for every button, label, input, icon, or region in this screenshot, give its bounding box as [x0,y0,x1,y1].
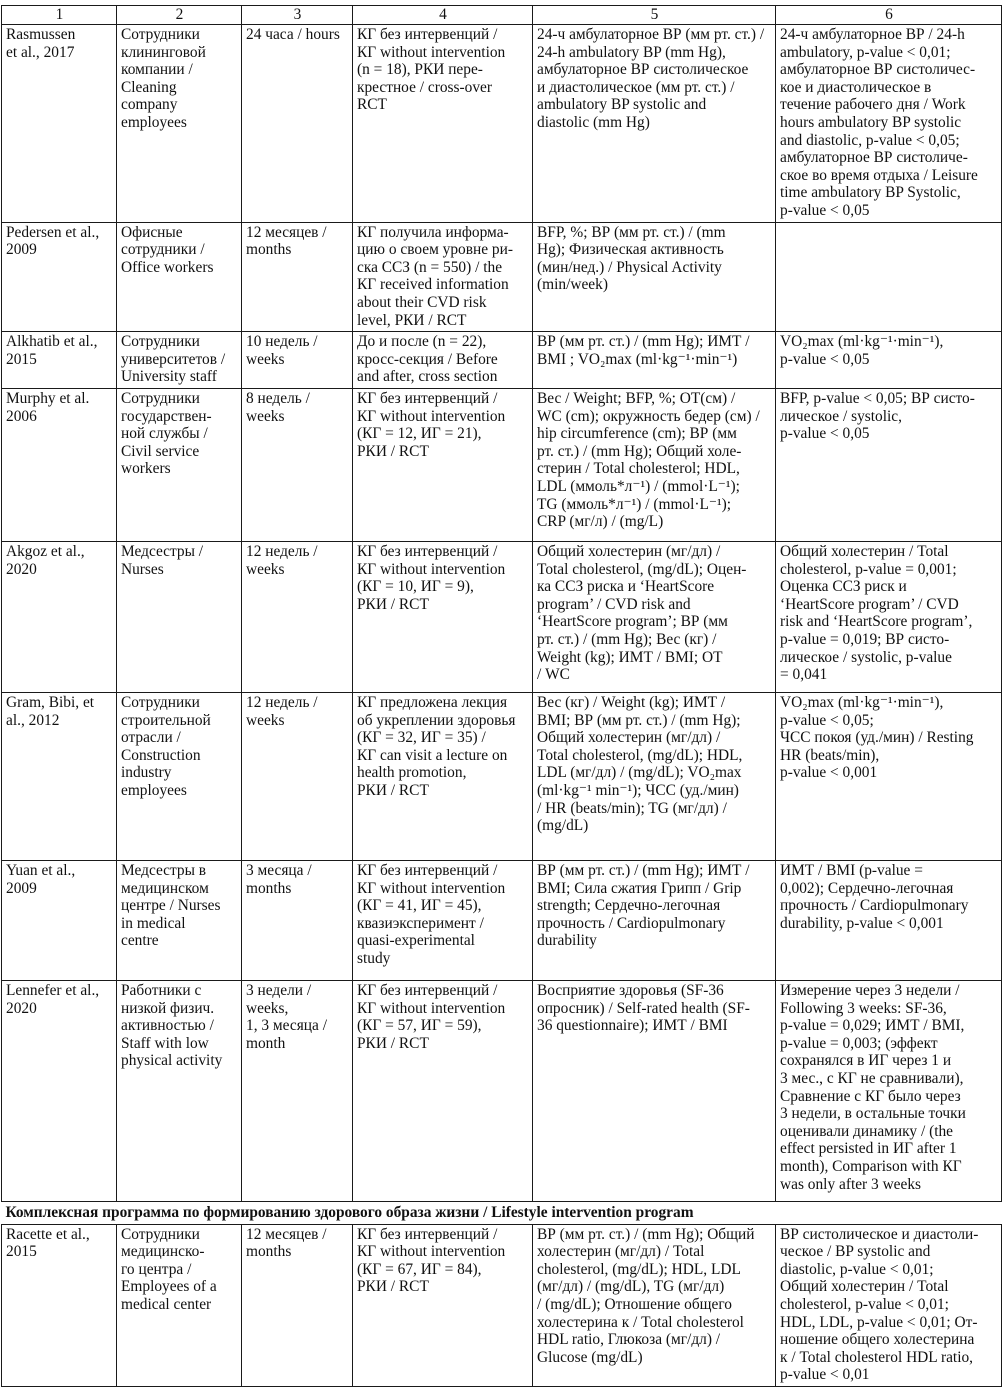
table-body-section [2,1202,1002,1225]
measures-cell: Вес / Weight; BFP, %; ОТ(см) / WC (cm); окружность бедер (см) / hip circumference (cm); ВР (мм рт. ст.) / (mm Hg); Общий холе- стерин / Total cholesterol; HDL, LDL (ммоль*л⁻¹) / (mmol·L⁻¹); TG (ммоль*л⁻¹) / (mmol·L⁻¹); CRP (мг/л) / (mg/L) [533,389,776,542]
design-cell: КГ без интервенций / КГ without intervention (КГ = 57, ИГ = 59), РКИ / RCT [353,981,533,1202]
duration-cell: 8 недель / weeks [242,389,353,542]
population-cell: Сотрудники медицинско- го центра / Employees of a medical center [117,1224,242,1386]
column-header: 6 [776,6,1002,25]
duration-cell: 12 месяцев / months [242,222,353,332]
results-cell: VO₂max (ml·kg⁻¹·min⁻¹), p-value < 0,05 [776,332,1002,389]
column-header: 2 [117,6,242,25]
results-cell: ВР систолическое и диастоли- ческое / BP systolic and diastolic, p-value < 0,01; Общий холестерин / Total cholesterol, p-value < 0,01; HDL, LDL, p-value < 0,01; От- ношение общего холестерина к / Total cholesterol HDL ratio, p-value < 0,01 [776,1224,1002,1386]
table-row [2,332,1002,389]
measures-cell: BFP, %; ВР (мм рт. ст.) / (mm Hg); Физическая активность (мин/нед.) / Physical Activity (min/week) [533,222,776,332]
measures-cell: ВР (мм рт. ст.) / (mm Hg); ИМТ / BMI ; VO₂max (ml·kg⁻¹·min⁻¹) [533,332,776,389]
population-cell: Работники с низкой физич. активностью / Staff with low physical activity [117,981,242,1202]
column-header: 3 [242,6,353,25]
design-cell: КГ без интервенций / КГ without intervention (КГ = 41, ИГ = 45), квазиэксперимент / quasi-experimental study [353,861,533,981]
table-row [2,542,1002,693]
duration-cell: 12 недель / weeks [242,542,353,693]
table-row [2,389,1002,542]
author-cell: Akgoz et al., 2020 [2,542,117,693]
results-cell: Измерение через 3 недели / Following 3 weeks: SF-36, p-value = 0,029; ИМТ / BMI, p-value = 0,003; (эффект сохранялся в ИГ через 1 и 3 мес., с КГ не сравнивали), Сравнение с КГ было через 3 недели, в остальные точки оценивали динамику / (the effect persisted in ИГ after 1 month), Comparison with КГ was only after 3 weeks [776,981,1002,1202]
duration-cell: 3 недели / weeks, 1, 3 месяца / month [242,981,353,1202]
duration-cell: 24 часа / hours [242,25,353,223]
section-title: Комплексная программа по формированию здорового образа жизни / Lifestyle intervention program [2,1202,1002,1225]
measures-cell: 24-ч амбулаторное ВР (мм рт. ст.) / 24-h ambulatory BP (mm Hg), амбулаторное ВР систолическое и диастолическое (мм рт. ст.) / ambulatory BP systolic and diastolic (mm Hg) [533,25,776,223]
population-cell: Сотрудники клининговой компании / Cleaning company employees [117,25,242,223]
results-cell: VO₂max (ml·kg⁻¹·min⁻¹), p-value < 0,05; ЧСС покоя (уд./мин) / Resting HR (beats/min), p-value < 0,001 [776,693,1002,861]
author-cell: Murphy et al. 2006 [2,389,117,542]
population-cell: Медсестры в медицинском центре / Nurses in medical centre [117,861,242,981]
measures-cell: Восприятие здоровья (SF-36 опросник) / Self-rated health (SF- 36 questionnaire); ИМТ / BMI [533,981,776,1202]
duration-cell: 12 месяцев / months [242,1224,353,1386]
design-cell: КГ без интервенций / КГ without intervention (КГ = 12, ИГ = 21), РКИ / RCT [353,389,533,542]
studies-table [1,5,1002,1387]
population-cell: Сотрудники строительной отрасли / Construction industry employees [117,693,242,861]
population-cell: Сотрудники университетов / University staff [117,332,242,389]
table-row [2,1224,1002,1386]
design-cell: До и после (n = 22), кросс-секция / Before and after, cross section [353,332,533,389]
table-row [2,222,1002,332]
results-cell: ИМТ / BMI (p-value = 0,002); Сердечно-легочная прочность / Cardiopulmonary durability, p-value < 0,001 [776,861,1002,981]
author-cell: Yuan et al., 2009 [2,861,117,981]
column-header: 4 [353,6,533,25]
author-cell: Racette et al., 2015 [2,1224,117,1386]
measures-cell: ВР (мм рт. ст.) / (mm Hg); Общий холестерин (мг/дл) / Total cholesterol, (mg/dL); HDL, LDL (мг/дл) / (mg/dL), TG (мг/дл) / (mg/dL); Отношение общего холестерина к / Total cholesterol HDL ratio, Глюкоза (мг/дл) / Glucose (mg/dL) [533,1224,776,1386]
measures-cell: Вес (кг) / Weight (kg); ИМТ / BMI; ВР (мм рт. ст.) / (mm Hg); Общий холестерин (мг/дл) / Total cholesterol, (mg/dL); HDL, LDL (мг/дл) / (mg/dL); VO₂max (ml·kg⁻¹ min⁻¹); ЧСС (уд./мин) / HR (beats/min); TG (мг/дл) / (mg/dL) [533,693,776,861]
author-cell: Alkhatib et al., 2015 [2,332,117,389]
design-cell: КГ без интервенций / КГ without intervention (КГ = 67, ИГ = 84), РКИ / RCT [353,1224,533,1386]
section-row [2,1202,1002,1225]
population-cell: Сотрудники государствен- ной службы / Civil service workers [117,389,242,542]
table-row [2,25,1002,223]
table-header-row [2,6,1002,25]
author-cell: Lennefer et al., 2020 [2,981,117,1202]
measures-cell: Общий холестерин (мг/дл) / Total cholesterol, (mg/dL); Оцен- ка ССЗ риска и ‘HeartScore program’ / CVD risk and ‘HeartScore program’; ВР (мм рт. ст.) / (mm Hg); Вес (кг) / Weight (kg); ИМТ / BMI; ОТ / WC [533,542,776,693]
results-cell: 24-ч амбулаторное ВР / 24-h ambulatory, p-value < 0,01; амбулаторное ВР систоличес- кое и диастолическое в течение рабочего дня / Work hours ambulatory BP systolic and diastolic, p-value < 0,05; амбулаторное ВР систоличе- ское во время отдыха / Leisure time ambulatory BP Systolic, p-value < 0,05 [776,25,1002,223]
results-cell: BFP, p-value < 0,05; ВР систо- лическое / systolic, p-value < 0,05 [776,389,1002,542]
table-body-main [2,25,1002,1202]
author-cell: Gram, Bibi, et al., 2012 [2,693,117,861]
design-cell: КГ без интервенций / КГ without intervention (КГ = 10, ИГ = 9), РКИ / RCT [353,542,533,693]
duration-cell: 12 недель / weeks [242,693,353,861]
design-cell: КГ без интервенций / КГ without intervention (n = 18), РКИ пере- крестное / cross-over RCT [353,25,533,223]
measures-cell: ВР (мм рт. ст.) / (mm Hg); ИМТ / BMI; Сила сжатия Грипп / Grip strength; Сердечно-легочная прочность / Cardiopulmonary durability [533,861,776,981]
column-header: 1 [2,6,117,25]
population-cell: Офисные сотрудники / Office workers [117,222,242,332]
design-cell: КГ получила информа- цию о своем уровне ри- ска ССЗ (n = 550) / the КГ received information about their CVD risk level, РКИ / RCT [353,222,533,332]
author-cell: Rasmussen et al., 2017 [2,25,117,223]
design-cell: КГ предложена лекция об укреплении здоровья (КГ = 32, ИГ = 35) / КГ can visit a lecture on health promotion, РКИ / RCT [353,693,533,861]
table-row [2,981,1002,1202]
duration-cell: 3 месяца / months [242,861,353,981]
table-body-lifestyle [2,1224,1002,1386]
results-cell [776,222,1002,332]
author-cell: Pedersen et al., 2009 [2,222,117,332]
column-header: 5 [533,6,776,25]
duration-cell: 10 недель / weeks [242,332,353,389]
table-row [2,693,1002,861]
results-cell: Общий холестерин / Total cholesterol, p-value = 0,001; Оценка ССЗ риск и ‘HeartScore program’ / CVD risk and ‘HeartScore program’, p-value = 0,019; ВР систо- лическое / systolic, p-value = 0,041 [776,542,1002,693]
population-cell: Медсестры / Nurses [117,542,242,693]
table-row [2,861,1002,981]
